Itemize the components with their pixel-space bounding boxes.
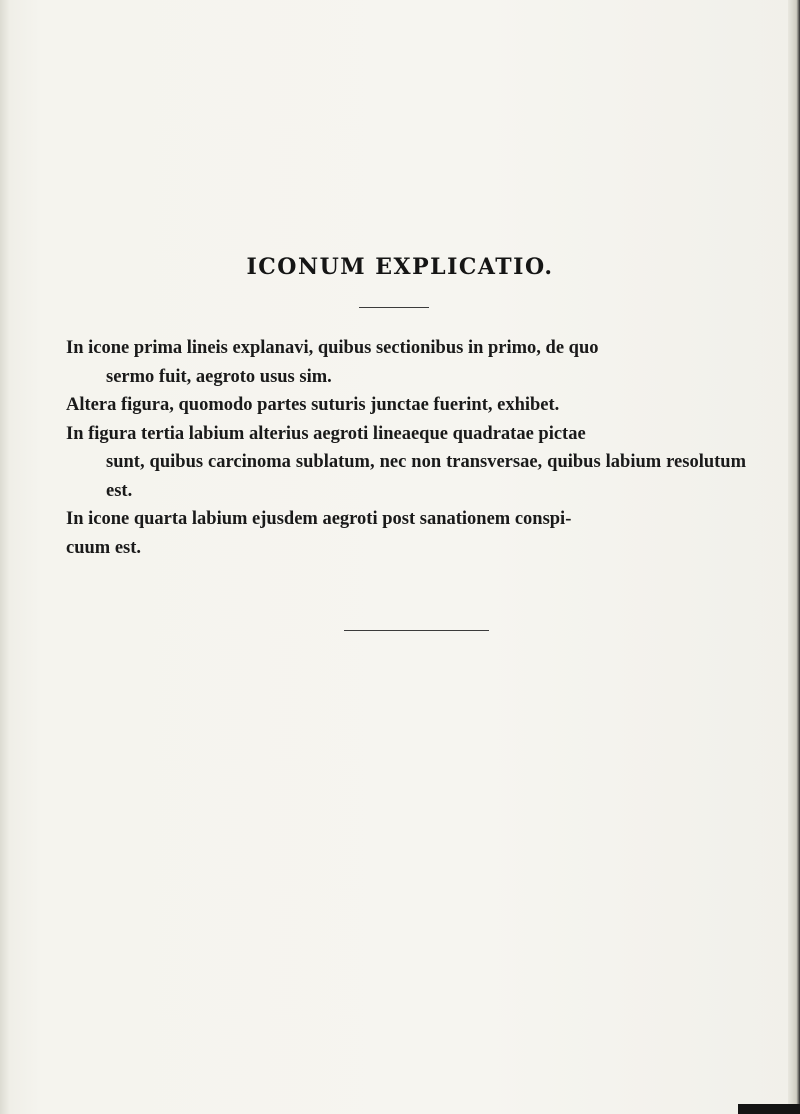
paragraph-4-first-line: In icone quarta labium ejusdem aegroti post sanationem conspi-: [66, 509, 572, 529]
paragraph-1: [66, 334, 746, 391]
paragraph-2-first-line: Altera figura, quomodo partes suturis junctae fuerint, exhibet.: [66, 395, 560, 415]
paragraph-4: [66, 505, 746, 562]
closing-rule: [344, 630, 489, 631]
page-corner-mark: [738, 1104, 800, 1114]
paragraph-1-continuation: sermo fuit, aegroto usus sim.: [106, 366, 332, 387]
paragraph-3-continuation: sunt, quibus carcinoma sublatum, nec non transversae, quibus labium resolutum est.: [106, 452, 746, 501]
paragraph-1-first-line: In icone prima lineis explanavi, quibus sectionibus in primo, de quo: [66, 338, 599, 358]
title-rule: [359, 307, 429, 308]
page-title: ICONUM EXPLICATIO.: [246, 254, 554, 280]
paragraph-4-continuation: cuum est.: [66, 537, 142, 558]
page-left-edge: [0, 0, 10, 1114]
explanation-text: [66, 334, 746, 562]
paragraph-3: [66, 420, 746, 506]
paragraph-2: [66, 391, 746, 420]
paragraph-3-first-line: In figura tertia labium alterius aegroti lineaeque quadratae pictae: [66, 423, 586, 444]
page-right-edge: [788, 0, 800, 1114]
